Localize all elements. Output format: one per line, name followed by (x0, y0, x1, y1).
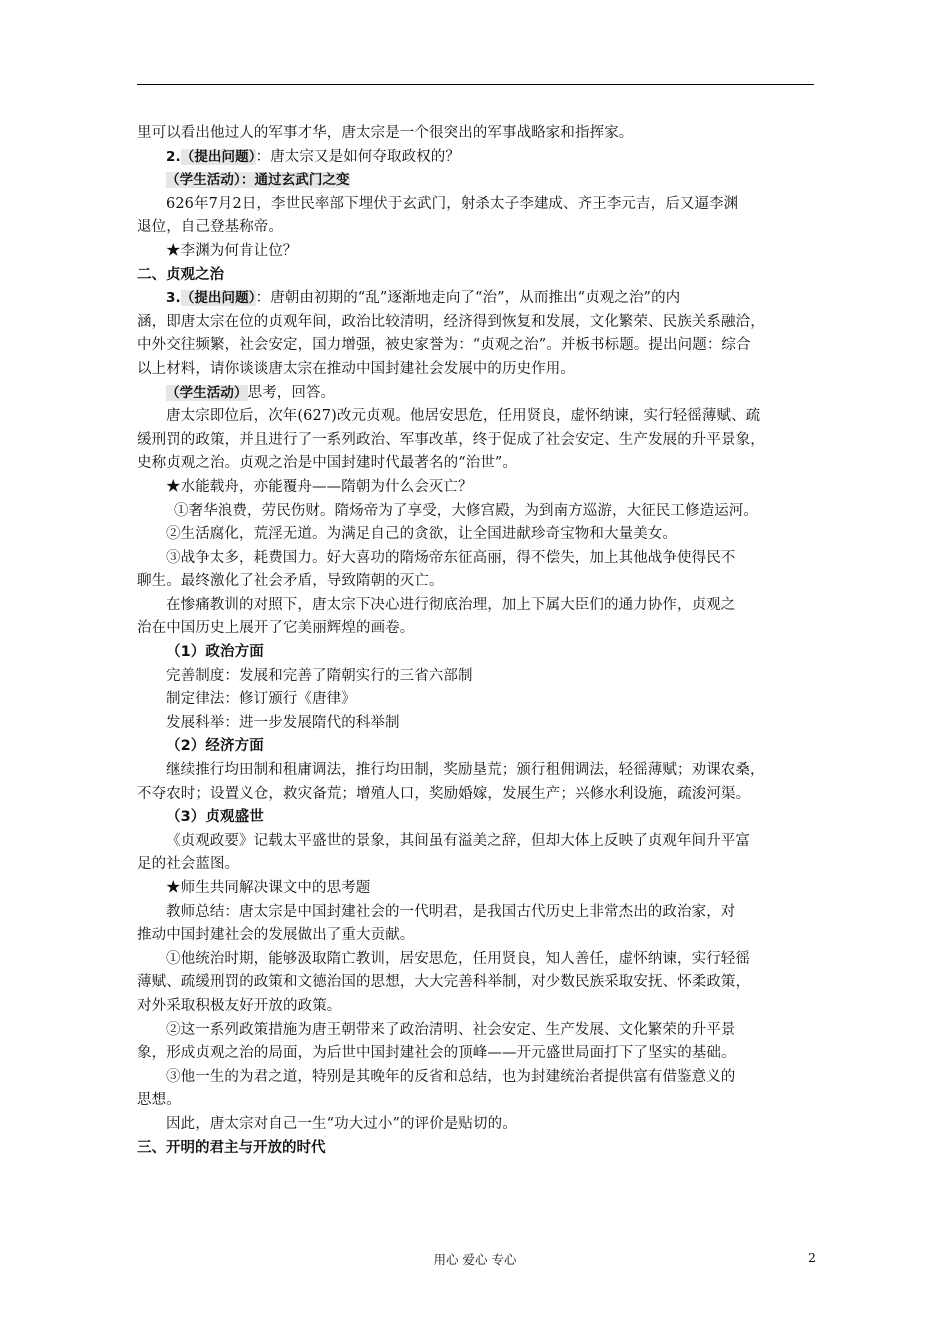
paragraph-line: 治在中国历史上展开了它美丽辉煌的画卷。 (137, 620, 415, 637)
activity-tag: （学生活动） (166, 384, 248, 401)
question-line (137, 287, 817, 311)
list-item: ③战争太多，耗费国力。好大喜功的隋炀帝东征高丽，得不偿失，加上其他战争使得民不 (166, 549, 736, 566)
paragraph-line: 里可以看出他过人的军事才华，唐太宗是一个很突出的军事战略家和指挥家。 (137, 125, 634, 141)
paragraph-line: 涵，即唐太宗在位的贞观年间，政治比较清明，经济得到恢复和发展，文化繁荣、民族关系融洽， (137, 313, 765, 330)
activity-text: 思考，回答。 (247, 384, 336, 401)
activity-text: （学生活动）：通过玄武门之变 (166, 172, 350, 189)
paragraph-line: ★李渊为何肯让位？ (166, 242, 298, 259)
subsection-heading: （2）经济方面 (166, 738, 264, 755)
paragraph-line: 不夺农时；设置义仓，救灾备荒；增殖人口，奖励婚嫁，发展生产；兴修水利设施，疏浚河渠。 (137, 785, 751, 802)
header-rule (137, 84, 814, 85)
question-tag: （提出问题） (180, 290, 256, 307)
subsection-heading: （1）政治方面 (166, 644, 264, 661)
paragraph-line: 完善制度：发展和完善了隋朝实行的三省六部制 (166, 667, 473, 684)
paragraph-line: 史称贞观之治。贞观之治是中国封建时代最著名的“治世”。 (137, 455, 518, 472)
subsection-heading: （3）贞观盛世 (166, 809, 264, 826)
paragraph-line: 退位，自己登基称帝。 (137, 219, 283, 236)
paragraph-line: 以上材料，请你谈谈唐太宗在推动中国封建社会发展中的历史作用。 (137, 360, 575, 377)
list-item: ①奢华浪费，劳民伤财。隋炀帝为了享受，大修宫殿，为到南方巡游，大征民工修造运河。 (174, 502, 758, 519)
paragraph-line: 在惨痛教训的对照下，唐太宗下决心进行彻底治理，加上下属大臣们的通力协作，贞观之 (166, 596, 736, 613)
list-item: ②生活腐化，荒淫无道。为满足自己的贪欲，让全国进献珍奇宝物和大量美女。 (166, 526, 677, 543)
question-number: 2. (166, 148, 181, 165)
section-heading: 二、贞观之治 (137, 266, 224, 283)
paragraph-line: 象，形成贞观之治的局面，为后世中国封建社会的顶峰——开元盛世局面打下了坚实的基础。 (137, 1045, 736, 1062)
question-text: ：唐朝由初期的“乱”逐渐地走向了“治”，从而推出“贞观之治”的内 (255, 290, 681, 307)
document-body (137, 122, 817, 1160)
paragraph-line: 626年7月2日，李世民率部下埋伏于玄武门，射杀太子李建成、齐王李元吉，后又逼李渊 (166, 195, 739, 212)
question-number: 3. (166, 290, 181, 307)
paragraph-line: 聊生。最终激化了社会矛盾，导致隋朝的灭亡。 (137, 573, 444, 590)
question-text: ：唐太宗又是如何夺取政权的？ (255, 148, 460, 165)
footer-motto: 用心 爱心 专心 (433, 1252, 517, 1267)
paragraph-line: 缓刑罚的政策，并且进行了一系列政治、军事改革，终于促成了社会安定、生产发展的升平景象， (137, 431, 765, 448)
paragraph-line: 中外交往频繁，社会安定，国力增强，被史家誉为：“贞观之治”。并板书标题。提出问题：综合 (137, 337, 751, 354)
paragraph-line: ★师生共同解决课文中的思考题 (166, 880, 371, 896)
question-tag: （提出问题） (180, 148, 256, 165)
activity-line (137, 169, 817, 193)
paragraph-line: ★水能载舟，亦能覆舟——隋朝为什么会灭亡？ (166, 478, 473, 495)
section-heading: 三、开明的君主与开放的时代 (137, 1139, 326, 1156)
paragraph-line: 发展科举：进一步发展隋代的科举制 (166, 714, 400, 731)
paragraph-line: 《贞观政要》记载太平盛世的景象，其间虽有溢美之辞，但却大体上反映了贞观年间升平富 (166, 832, 750, 849)
paragraph-line: 推动中国封建社会的发展做出了重大贡献。 (137, 927, 415, 944)
paragraph-line: 对外采取积极友好开放的政策。 (137, 997, 342, 1014)
paragraph-line: 教师总结：唐太宗是中国封建社会的一代明君，是我国古代历史上非常杰出的政治家，对 (166, 903, 736, 920)
list-item: ②这一系列政策措施为唐王朝带来了政治清明、社会安定、生产发展、文化繁荣的升平景 (166, 1021, 736, 1038)
list-item: ①他统治时期，能够汲取隋亡教训，居安思危，任用贤良，知人善任，虚怀纳谏，实行轻徭 (166, 950, 750, 967)
activity-line (137, 382, 817, 406)
paragraph-line: 因此，唐太宗对自己一生“功大过小”的评价是贴切的。 (166, 1115, 517, 1132)
list-item: ③他一生的为君之道，特别是其晚年的反省和总结，也为封建统治者提供富有借鉴意义的 (166, 1068, 736, 1085)
paragraph-line: 唐太宗即位后，次年(627)改元贞观。他居安思危，任用贤良，虚怀纳谏，实行轻徭薄赋、疏 (166, 408, 761, 425)
page-number: 2 (808, 1250, 816, 1265)
paragraph-line: 薄赋、疏缓刑罚的政策和文德治国的思想，大大完善科举制，对少数民族采取安抚、怀柔政策， (137, 974, 751, 991)
paragraph-line: 思想。 (137, 1092, 181, 1109)
paragraph-line: 制定律法：修订颁行《唐律》 (166, 691, 356, 708)
question-line (137, 146, 817, 170)
paragraph-line: 足的社会蓝图。 (137, 856, 240, 873)
paragraph-line: 继续推行均田制和租庸调法，推行均田制，奖励垦荒；颁行租佣调法，轻徭薄赋；劝课农桑， (166, 762, 765, 779)
